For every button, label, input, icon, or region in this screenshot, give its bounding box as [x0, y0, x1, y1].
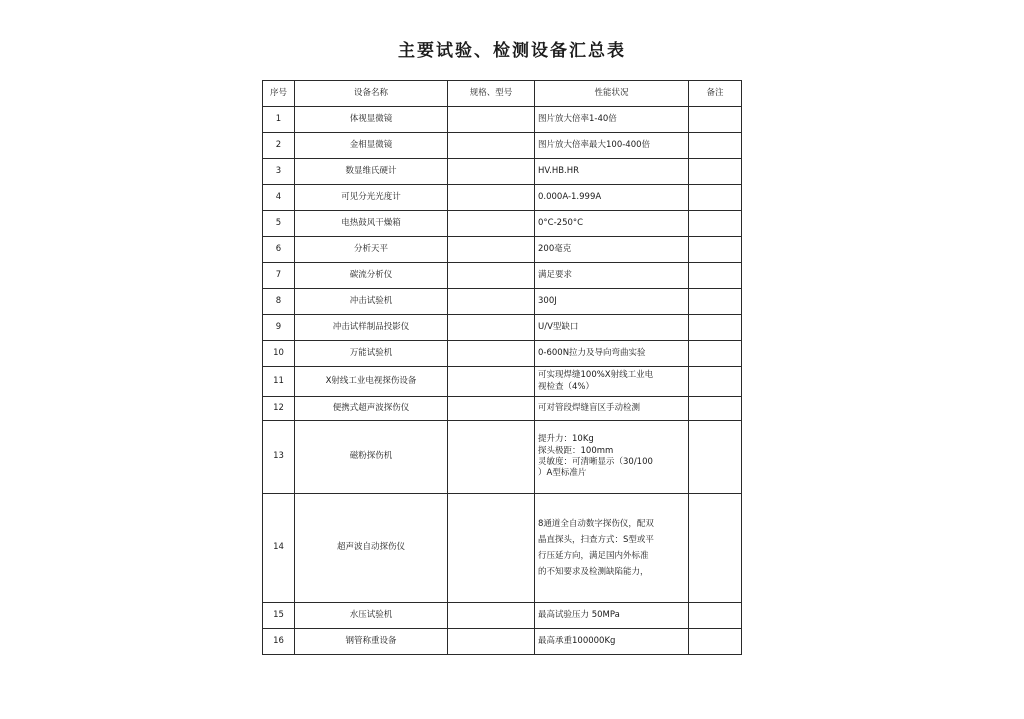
spec-cell [448, 315, 535, 341]
performance-cell: 最高承重100000Kg [535, 629, 689, 655]
column-header-remarks: 备注 [689, 81, 742, 107]
performance-cell: 0-600N拉力及导向弯曲实验 [535, 341, 689, 367]
remarks-cell [689, 263, 742, 289]
performance-cell: 200毫克 [535, 237, 689, 263]
remarks-cell [689, 397, 742, 421]
equipment-name: 数显维氏硬计 [295, 159, 448, 185]
equipment-name: 分析天平 [295, 237, 448, 263]
table-row [263, 367, 742, 397]
spec-cell [448, 603, 535, 629]
equipment-name: 水压试验机 [295, 603, 448, 629]
row-number: 5 [263, 211, 295, 237]
equipment-summary-table [262, 80, 742, 655]
performance-cell: 图片放大倍率1-40倍 [535, 107, 689, 133]
column-header-spec: 规格、型号 [448, 81, 535, 107]
column-header-performance: 性能状况 [535, 81, 689, 107]
table-row [263, 133, 742, 159]
row-number: 1 [263, 107, 295, 133]
equipment-name: 冲击试验机 [295, 289, 448, 315]
performance-cell: 300J [535, 289, 689, 315]
spec-cell [448, 341, 535, 367]
table-row [263, 315, 742, 341]
row-number: 2 [263, 133, 295, 159]
performance-cell: 提升力：10Kg 探头极距：100mm 灵敏度：可清晰显示（30/100 ）A型标准片 [535, 421, 689, 494]
row-number: 11 [263, 367, 295, 397]
performance-cell: 8通道全自动数字探伤仪，配双 晶直探头，扫查方式：S型或平 行压延方向，满足国内外标准 的不知要求及检测缺陷能力， [535, 494, 689, 603]
remarks-cell [689, 367, 742, 397]
table-row [263, 211, 742, 237]
remarks-cell [689, 185, 742, 211]
row-number: 15 [263, 603, 295, 629]
spec-cell [448, 397, 535, 421]
spec-cell [448, 494, 535, 603]
remarks-cell [689, 237, 742, 263]
spec-cell [448, 211, 535, 237]
table-row [263, 629, 742, 655]
row-number: 10 [263, 341, 295, 367]
row-number: 8 [263, 289, 295, 315]
table-header-row [263, 81, 742, 107]
table-row [263, 159, 742, 185]
equipment-name: 万能试验机 [295, 341, 448, 367]
performance-cell: 满足要求 [535, 263, 689, 289]
spec-cell [448, 263, 535, 289]
remarks-cell [689, 289, 742, 315]
table-row [263, 237, 742, 263]
equipment-name: 磁粉探伤机 [295, 421, 448, 494]
spec-cell [448, 107, 535, 133]
spec-cell [448, 289, 535, 315]
table-row [263, 107, 742, 133]
column-header-no: 序号 [263, 81, 295, 107]
performance-cell: 可对管段焊缝盲区手动检测 [535, 397, 689, 421]
equipment-name: 碳流分析仪 [295, 263, 448, 289]
table-row [263, 397, 742, 421]
remarks-cell [689, 603, 742, 629]
table-row [263, 289, 742, 315]
equipment-name: 电热鼓风干燥箱 [295, 211, 448, 237]
remarks-cell [689, 341, 742, 367]
spec-cell [448, 185, 535, 211]
performance-cell: HV.HB.HR [535, 159, 689, 185]
equipment-name: 体视显微镜 [295, 107, 448, 133]
remarks-cell [689, 133, 742, 159]
row-number: 3 [263, 159, 295, 185]
row-number: 13 [263, 421, 295, 494]
performance-cell: 0.000A-1.999A [535, 185, 689, 211]
performance-cell: 最高试验压力 50MPa [535, 603, 689, 629]
performance-cell: U/V型缺口 [535, 315, 689, 341]
spec-cell [448, 159, 535, 185]
table-row [263, 185, 742, 211]
spec-cell [448, 629, 535, 655]
remarks-cell [689, 159, 742, 185]
remarks-cell [689, 315, 742, 341]
table-row [263, 263, 742, 289]
equipment-name: 便携式超声波探伤仪 [295, 397, 448, 421]
row-number: 6 [263, 237, 295, 263]
remarks-cell [689, 421, 742, 494]
equipment-name: 可见分光光度计 [295, 185, 448, 211]
spec-cell [448, 421, 535, 494]
remarks-cell [689, 494, 742, 603]
equipment-name: 金相显微镜 [295, 133, 448, 159]
page-title: 主要试验、检测设备汇总表 [398, 41, 626, 61]
performance-cell: 图片放大倍率最大100-400倍 [535, 133, 689, 159]
table-row [263, 603, 742, 629]
spec-cell [448, 367, 535, 397]
equipment-name: X射线工业电视探伤设备 [295, 367, 448, 397]
performance-cell: 可实现焊缝100%X射线工业电 视检查（4%） [535, 367, 689, 397]
equipment-name: 超声波自动探伤仪 [295, 494, 448, 603]
equipment-name: 钢管称重设备 [295, 629, 448, 655]
spec-cell [448, 133, 535, 159]
spec-cell [448, 237, 535, 263]
performance-cell: 0°C-250°C [535, 211, 689, 237]
table-row [263, 421, 742, 494]
row-number: 14 [263, 494, 295, 603]
row-number: 7 [263, 263, 295, 289]
column-header-name: 设备名称 [295, 81, 448, 107]
table-row [263, 341, 742, 367]
equipment-name: 冲击试样制品投影仪 [295, 315, 448, 341]
row-number: 9 [263, 315, 295, 341]
row-number: 4 [263, 185, 295, 211]
table-row [263, 494, 742, 603]
row-number: 12 [263, 397, 295, 421]
remarks-cell [689, 629, 742, 655]
remarks-cell [689, 107, 742, 133]
row-number: 16 [263, 629, 295, 655]
remarks-cell [689, 211, 742, 237]
